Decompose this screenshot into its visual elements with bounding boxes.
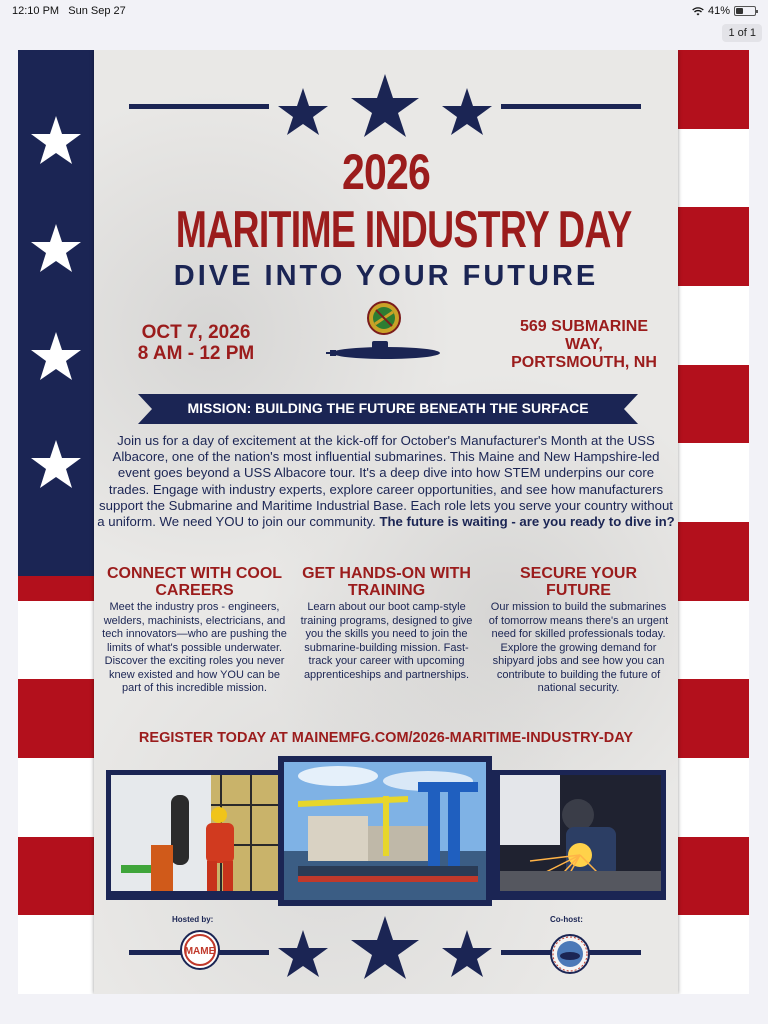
document-page[interactable] [18,50,749,994]
event-date [116,322,276,364]
column-heading: GET HANDS-ON WITH TRAINING [302,565,471,599]
welder-photo [500,775,661,891]
mame-logo-text: MAME [184,946,216,957]
column-heading: CONNECT WITH COOL CAREERS [106,565,283,599]
status-time: 12:10 PM Sun Sep 27 [12,5,126,17]
intro-callout: The future is waiting - are you ready to dive in? [379,514,675,530]
intro-text: Join us for a day of excitement at the kick-off for October's Manufacturer's Month at the USS Albacore, one of the nation's most influential submarines. This Maine and New Hampshire-led event goes beyond a USS Albacore tour. It's a deep dive into how STEM underpins our core trades. Engage with industry experts, explore career opportunities, and see how manufacturers support the Submarine and Maritime Industrial Base. Each role lets you serve your country without a uniform. We need YOU to join our community. [97,433,673,530]
column-body: Learn about our boot camp-style training programs, designed to give you the skills you need to join the submarine-building mission. Fast-track your career with upcoming apprenticeships and partnerships. [300,601,473,681]
event-year: 2026 [342,144,430,200]
flag-star-icon [28,437,84,493]
page-indicator: 1 of 1 [722,24,762,42]
co-host-label: Co-host: [550,915,583,924]
mission-text: MISSION: BUILDING THE FUTURE BENEATH THE SURFACE [187,400,589,416]
flag-star-icon [28,113,84,169]
date-line: OCT 7, 2026 [141,322,251,343]
uss-albacore-emblem-icon [366,300,402,336]
submarine-icon [326,338,444,360]
status-right [692,5,756,17]
column-heading: SECURE YOUR FUTURE [519,565,638,599]
event-address [499,318,669,372]
column-careers [102,565,287,696]
flag-canton [18,50,94,576]
cohost-seal-logo [550,934,590,974]
poster [94,50,678,994]
column-training [294,565,479,682]
battery-icon [734,6,756,16]
mame-logo [180,930,220,970]
column-body: Our mission to build the submarines of tomorrow means there's an urgent need for skilled professionals today. Explore the growing demand for shipyard jobs and see how you can contribute to building the future of national security. [488,601,669,694]
event-subtitle: DIVE INTO YOUR FUTURE [173,260,599,292]
time-line: 8 AM - 12 PM [137,343,255,364]
event-title: MARITIME INDUSTRY DAY [175,201,632,259]
photo-strip [106,756,666,906]
shipyard-photo [278,756,492,906]
worker-photo [111,775,291,891]
register-link[interactable]: REGISTER TODAY AT MAINEMFG.COM/2026-MARITIME-INDUSTRY-DAY [138,730,634,746]
column-future [486,565,671,696]
flag-star-icon [28,221,84,277]
status-bar [0,0,768,22]
flag-star-icon [28,329,84,385]
hosted-by-label: Hosted by: [172,915,214,924]
address-line: PORTSMOUTH, NH [511,354,657,371]
top-stars-decoration [129,74,641,144]
wifi-icon [692,7,704,16]
battery-percent: 41% [707,5,730,17]
column-body: Meet the industry pros - engineers, welders, machinists, electricians, and tech innovators—who are pushing the limits of what's possible underwater. Discover the exciting roles you never knew existed and how YOU can be part of this incredible mission. [102,601,287,694]
address-line: WAY, [565,336,603,353]
address-line: 569 SUBMARINE [519,318,649,335]
intro-paragraph [96,433,676,530]
